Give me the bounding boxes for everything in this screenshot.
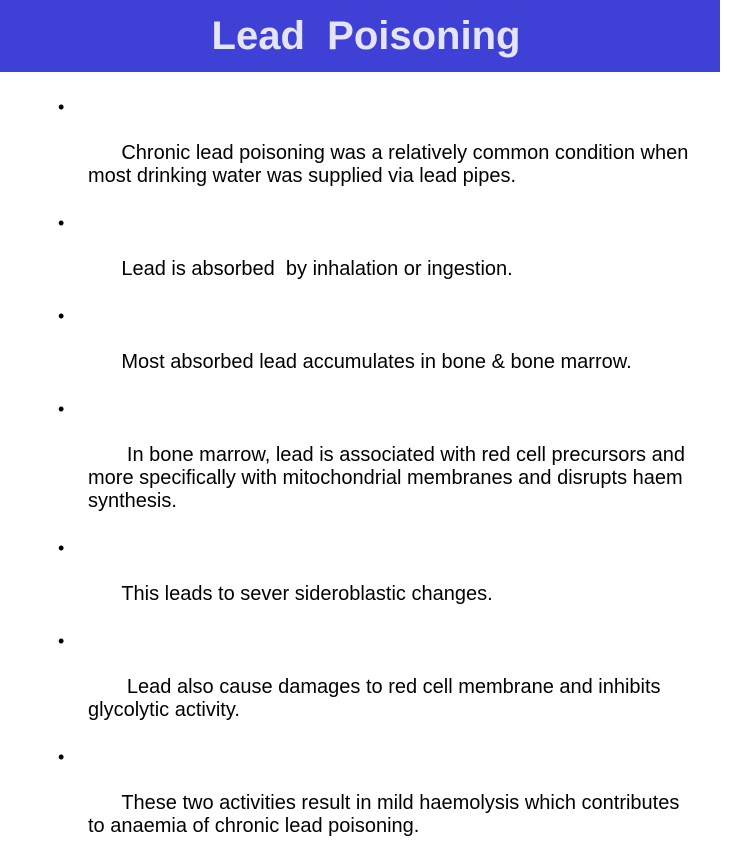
bullet-item [50, 746, 690, 861]
bullet-list [50, 96, 694, 862]
bullet-text: Chronic lead poisoning was a relatively common condition when most drinking water was supplied via lead pipes. [88, 142, 694, 187]
bullet-icon: • [58, 538, 65, 558]
bullet-icon: • [58, 399, 65, 419]
bullet-text: These two activities result in mild haemolysis which contributes to anaemia of chronic lead poisoning. [88, 792, 685, 837]
slide-title: Lead Poisoning [211, 14, 521, 58]
bullet-text: Most absorbed lead accumulates in bone & bone marrow. [121, 351, 632, 373]
bullet-item [50, 537, 690, 629]
bullet-text: In bone marrow, lead is associated with red cell precursors and more specifically with mitochondrial membranes and disrupts haem synthesis. [88, 444, 691, 512]
title-bar [0, 0, 720, 72]
bullet-text: This leads to sever sideroblastic changes. [121, 583, 493, 605]
bullet-icon: • [58, 213, 65, 233]
bullet-icon: • [58, 631, 65, 651]
bullet-text: Lead also cause damages to red cell membrane and inhibits glycolytic activity. [88, 676, 667, 721]
bullet-text: Lead is absorbed by inhalation or ingestion. [121, 258, 513, 280]
bullet-item [50, 212, 690, 304]
bullet-item [50, 305, 690, 397]
bullet-icon: • [58, 97, 65, 117]
bullet-item [50, 398, 690, 536]
bullet-icon: • [58, 747, 65, 767]
bullet-item [50, 96, 694, 211]
bullet-item [50, 630, 690, 745]
bullet-icon: • [58, 306, 65, 326]
